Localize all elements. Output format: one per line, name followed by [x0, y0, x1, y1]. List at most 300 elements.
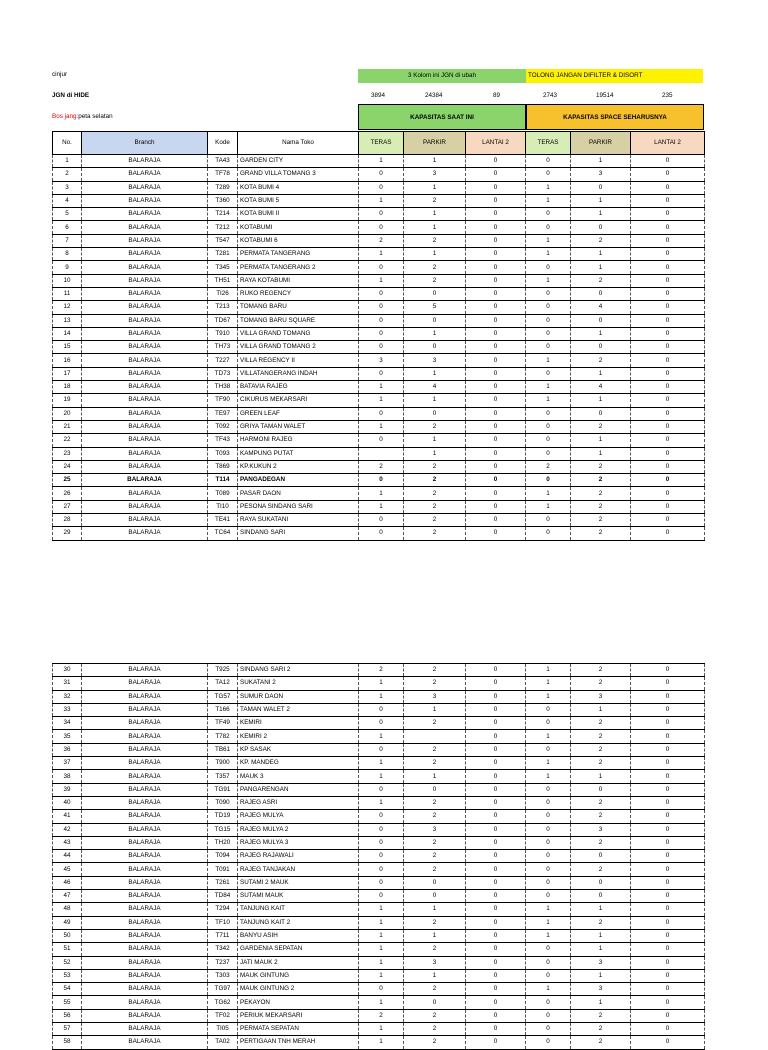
table-row[interactable]	[53, 367, 705, 380]
table-cell[interactable]: 1	[359, 1036, 404, 1049]
table-cell[interactable]: 13	[53, 314, 82, 327]
table-row[interactable]	[53, 474, 705, 487]
table-cell[interactable]: 0	[466, 743, 526, 756]
table-cell[interactable]: 0	[526, 327, 571, 340]
table-cell[interactable]: 41	[53, 810, 82, 823]
table-cell[interactable]: 0	[466, 394, 526, 407]
table-cell[interactable]: TC64	[208, 527, 238, 540]
table-cell[interactable]: 1	[404, 367, 466, 380]
table-cell[interactable]: 4	[53, 194, 82, 207]
table-row[interactable]	[53, 730, 705, 743]
table-cell[interactable]: 1	[359, 956, 404, 969]
table-cell[interactable]: GRAND VILLA TOMANG 3	[238, 168, 359, 181]
table-cell[interactable]: 5	[53, 208, 82, 221]
table-cell[interactable]: 1	[404, 770, 466, 783]
table-cell[interactable]: T357	[208, 770, 238, 783]
table-cell[interactable]: BALARAJA	[82, 381, 208, 394]
table-cell[interactable]: 0	[466, 810, 526, 823]
table-cell[interactable]: 0	[526, 890, 571, 903]
table-row[interactable]	[53, 248, 705, 261]
table-cell[interactable]: 51	[53, 943, 82, 956]
table-cell[interactable]: KOTABUMI	[238, 221, 359, 234]
table-cell[interactable]: TANJUNG KAIT 2	[238, 916, 359, 929]
table-row[interactable]	[53, 956, 705, 969]
table-cell[interactable]	[404, 730, 466, 743]
table-cell[interactable]: 18	[53, 381, 82, 394]
table-cell[interactable]: 22	[53, 434, 82, 447]
table-cell[interactable]: 1	[404, 221, 466, 234]
table-cell[interactable]: 1	[526, 274, 571, 287]
table-row[interactable]	[53, 381, 705, 394]
table-cell[interactable]: TF02	[208, 1009, 238, 1022]
table-row[interactable]	[53, 664, 705, 677]
table-cell[interactable]: 0	[631, 248, 705, 261]
table-cell[interactable]: 2	[404, 677, 466, 690]
table-cell[interactable]: T782	[208, 730, 238, 743]
table-row[interactable]	[53, 929, 705, 942]
table-cell[interactable]: 2	[404, 943, 466, 956]
table-cell[interactable]: 0	[466, 208, 526, 221]
table-cell[interactable]: 2	[404, 757, 466, 770]
table-cell[interactable]: 0	[631, 394, 705, 407]
table-cell[interactable]: BALARAJA	[82, 770, 208, 783]
table-cell[interactable]: 1	[571, 943, 631, 956]
table-cell[interactable]: T214	[208, 208, 238, 221]
table-cell[interactable]: T092	[208, 420, 238, 433]
table-row[interactable]	[53, 420, 705, 433]
table-cell[interactable]: BALARAJA	[82, 690, 208, 703]
table-row[interactable]	[53, 394, 705, 407]
table-cell[interactable]: 0	[359, 301, 404, 314]
table-cell[interactable]: 0	[526, 1036, 571, 1049]
table-cell[interactable]: 0	[466, 677, 526, 690]
table-cell[interactable]: RAJEG TANJAKAN	[238, 863, 359, 876]
table-cell[interactable]: 1	[571, 367, 631, 380]
table-cell[interactable]: BALARAJA	[82, 836, 208, 849]
table-row[interactable]	[53, 527, 705, 540]
table-cell[interactable]: BALARAJA	[82, 341, 208, 354]
table-cell[interactable]: 25	[53, 474, 82, 487]
table-cell[interactable]: 1	[53, 155, 82, 168]
table-cell[interactable]: 2	[404, 1023, 466, 1036]
table-cell[interactable]: BALARAJA	[82, 394, 208, 407]
table-cell[interactable]: VILLA GRAND TOMANG	[238, 327, 359, 340]
table-row[interactable]	[53, 836, 705, 849]
table-cell[interactable]: 1	[404, 327, 466, 340]
table-cell[interactable]: 0	[404, 341, 466, 354]
table-cell[interactable]: 0	[526, 863, 571, 876]
table-cell[interactable]: 1	[359, 677, 404, 690]
table-cell[interactable]: 1	[359, 381, 404, 394]
table-cell[interactable]: TG91	[208, 783, 238, 796]
table-cell[interactable]: 55	[53, 996, 82, 1009]
table-cell[interactable]: 6	[53, 221, 82, 234]
table-cell[interactable]: 0	[571, 181, 631, 194]
table-cell[interactable]: 2	[571, 743, 631, 756]
table-cell[interactable]: 3	[571, 168, 631, 181]
table-cell[interactable]: BALARAJA	[82, 703, 208, 716]
table-cell[interactable]: BALARAJA	[82, 474, 208, 487]
table-cell[interactable]: 0	[466, 1009, 526, 1022]
table-cell[interactable]: BALARAJA	[82, 717, 208, 730]
table-cell[interactable]: 1	[571, 996, 631, 1009]
table-cell[interactable]: 0	[631, 969, 705, 982]
table-cell[interactable]: 1	[526, 929, 571, 942]
table-cell[interactable]: RAYA KOTABUMI	[238, 274, 359, 287]
table-cell[interactable]: MAUK GINTUNG	[238, 969, 359, 982]
table-cell[interactable]: 0	[466, 221, 526, 234]
table-cell[interactable]: 3	[404, 690, 466, 703]
table-cell[interactable]: 1	[359, 996, 404, 1009]
table-cell[interactable]: 23	[53, 447, 82, 460]
table-cell[interactable]: 2	[404, 261, 466, 274]
table-cell[interactable]: 2	[571, 810, 631, 823]
table-cell[interactable]: 0	[526, 783, 571, 796]
table-cell[interactable]: 0	[359, 168, 404, 181]
table-cell[interactable]: 0	[404, 996, 466, 1009]
table-cell[interactable]: 1	[526, 234, 571, 247]
table-cell[interactable]: PERIUK MEKARSARI	[238, 1009, 359, 1022]
table-cell[interactable]: 1	[359, 796, 404, 809]
table-cell[interactable]: 0	[631, 677, 705, 690]
table-cell[interactable]: 0	[466, 514, 526, 527]
table-cell[interactable]: 2	[404, 743, 466, 756]
table-row[interactable]	[53, 783, 705, 796]
table-cell[interactable]: 3	[359, 354, 404, 367]
table-cell[interactable]: 2	[359, 234, 404, 247]
table-cell[interactable]: 1	[571, 703, 631, 716]
table-row[interactable]	[53, 341, 705, 354]
table-cell[interactable]: 1	[404, 208, 466, 221]
table-cell[interactable]: 0	[631, 354, 705, 367]
table-cell[interactable]: BALARAJA	[82, 208, 208, 221]
table-cell[interactable]: RAJEG MULYA 3	[238, 836, 359, 849]
table-cell[interactable]: 49	[53, 916, 82, 929]
table-cell[interactable]: 0	[466, 407, 526, 420]
table-cell[interactable]: KP.KUKUN 2	[238, 460, 359, 473]
table-cell[interactable]: 0	[359, 514, 404, 527]
table-row[interactable]	[53, 460, 705, 473]
table-row[interactable]	[53, 487, 705, 500]
table-cell[interactable]: 39	[53, 783, 82, 796]
table-cell[interactable]: 0	[571, 850, 631, 863]
table-cell[interactable]: VILLA REGENCY II	[238, 354, 359, 367]
table-cell[interactable]: 0	[631, 823, 705, 836]
table-cell[interactable]: BATAVIA RAJEG	[238, 381, 359, 394]
table-cell[interactable]: 0	[359, 703, 404, 716]
table-cell[interactable]: 2	[53, 168, 82, 181]
table-cell[interactable]: 0	[359, 327, 404, 340]
table-cell[interactable]: 1	[526, 757, 571, 770]
table-cell[interactable]: T711	[208, 929, 238, 942]
table-cell[interactable]: 0	[359, 823, 404, 836]
table-cell[interactable]: BALARAJA	[82, 354, 208, 367]
table-cell[interactable]: 0	[359, 717, 404, 730]
table-cell[interactable]: TOMANG BARU	[238, 301, 359, 314]
table-row[interactable]	[53, 301, 705, 314]
table-cell[interactable]: T091	[208, 863, 238, 876]
table-cell[interactable]: 1	[526, 394, 571, 407]
table-cell[interactable]: 0	[466, 1023, 526, 1036]
table-row[interactable]	[53, 1023, 705, 1036]
table-cell[interactable]: BALARAJA	[82, 287, 208, 300]
table-cell[interactable]: RAJEG MULYA	[238, 810, 359, 823]
table-cell[interactable]: 0	[466, 1036, 526, 1049]
table-cell[interactable]: KOTA BUMI 4	[238, 181, 359, 194]
table-cell[interactable]: 0	[526, 341, 571, 354]
table-cell[interactable]: 1	[404, 248, 466, 261]
table-row[interactable]	[53, 717, 705, 730]
table-cell[interactable]: 1	[571, 394, 631, 407]
table-cell[interactable]: TH73	[208, 341, 238, 354]
table-cell[interactable]: 0	[359, 221, 404, 234]
table-cell[interactable]: PEKAYON	[238, 996, 359, 1009]
table-cell[interactable]: 0	[359, 314, 404, 327]
table-row[interactable]	[53, 969, 705, 982]
table-cell[interactable]: 1	[571, 327, 631, 340]
table-cell[interactable]: 4	[571, 381, 631, 394]
table-cell[interactable]: GARDEN CITY	[238, 155, 359, 168]
table-cell[interactable]: 0	[571, 341, 631, 354]
table-cell[interactable]: 2	[404, 796, 466, 809]
table-cell[interactable]: 0	[631, 527, 705, 540]
table-cell[interactable]: TAMAN WALET 2	[238, 703, 359, 716]
table-cell[interactable]: 1	[404, 434, 466, 447]
table-cell[interactable]: 0	[526, 823, 571, 836]
table-cell[interactable]: 0	[631, 943, 705, 956]
table-cell[interactable]: BALARAJA	[82, 929, 208, 942]
table-cell[interactable]: 2	[571, 274, 631, 287]
table-cell[interactable]: 1	[359, 690, 404, 703]
table-cell[interactable]: 1	[526, 983, 571, 996]
table-cell[interactable]: 0	[466, 434, 526, 447]
table-cell[interactable]: SINDANG SARI 2	[238, 664, 359, 677]
table-cell[interactable]: 2	[404, 863, 466, 876]
table-cell[interactable]: 0	[466, 903, 526, 916]
table-cell[interactable]: 15	[53, 341, 82, 354]
table-row[interactable]	[53, 810, 705, 823]
table-cell[interactable]: PANGADEGAN	[238, 474, 359, 487]
table-cell[interactable]: 1	[571, 969, 631, 982]
table-cell[interactable]: BALARAJA	[82, 194, 208, 207]
table-cell[interactable]: 2	[404, 514, 466, 527]
table-cell[interactable]: 52	[53, 956, 82, 969]
table-cell[interactable]: 0	[631, 381, 705, 394]
table-cell[interactable]: 0	[466, 301, 526, 314]
table-cell[interactable]: 0	[359, 367, 404, 380]
table-cell[interactable]: 2	[526, 460, 571, 473]
table-cell[interactable]: 34	[53, 717, 82, 730]
table-cell[interactable]: 0	[466, 996, 526, 1009]
table-cell[interactable]: 2	[571, 1036, 631, 1049]
table-cell[interactable]: BALARAJA	[82, 757, 208, 770]
table-cell[interactable]: 0	[631, 301, 705, 314]
table-cell[interactable]: 2	[571, 354, 631, 367]
table-cell[interactable]: 1	[359, 420, 404, 433]
table-cell[interactable]: 0	[526, 969, 571, 982]
table-cell[interactable]: SUKATANI 2	[238, 677, 359, 690]
table-cell[interactable]: 2	[404, 717, 466, 730]
table-row[interactable]	[53, 168, 705, 181]
table-cell[interactable]: 1	[359, 194, 404, 207]
table-cell[interactable]: 0	[631, 890, 705, 903]
table-cell[interactable]: 56	[53, 1009, 82, 1022]
table-cell[interactable]: 0	[359, 527, 404, 540]
table-cell[interactable]: 0	[466, 327, 526, 340]
table-cell[interactable]: TOMANG BARU SQUARE	[238, 314, 359, 327]
table-cell[interactable]: TA43	[208, 155, 238, 168]
table-cell[interactable]: T093	[208, 447, 238, 460]
table-cell[interactable]: 0	[631, 434, 705, 447]
table-cell[interactable]: 0	[466, 447, 526, 460]
table-cell[interactable]: 1	[359, 274, 404, 287]
table-cell[interactable]: T166	[208, 703, 238, 716]
table-cell[interactable]: 0	[359, 863, 404, 876]
table-cell[interactable]: BALARAJA	[82, 221, 208, 234]
table-cell[interactable]: 0	[466, 690, 526, 703]
table-cell[interactable]: 0	[526, 474, 571, 487]
table-cell[interactable]: TH51	[208, 274, 238, 287]
table-cell[interactable]: 2	[404, 487, 466, 500]
table-cell[interactable]: 0	[466, 168, 526, 181]
table-cell[interactable]: KEMIRI	[238, 717, 359, 730]
table-cell[interactable]: TG15	[208, 823, 238, 836]
table-cell[interactable]: BALARAJA	[82, 155, 208, 168]
table-cell[interactable]: SUTAMI 2 MAUK	[238, 876, 359, 889]
table-cell[interactable]: 0	[359, 287, 404, 300]
table-cell[interactable]: 0	[466, 730, 526, 743]
table-cell[interactable]: 1	[526, 903, 571, 916]
table-cell[interactable]: 0	[571, 876, 631, 889]
table-cell[interactable]: 10	[53, 274, 82, 287]
table-row[interactable]	[53, 194, 705, 207]
table-cell[interactable]: 0	[631, 850, 705, 863]
table-cell[interactable]: 1	[359, 487, 404, 500]
table-cell[interactable]: 11	[53, 287, 82, 300]
table-cell[interactable]: KOTA BUMI II	[238, 208, 359, 221]
table-cell[interactable]: 2	[404, 500, 466, 513]
table-cell[interactable]: 26	[53, 487, 82, 500]
table-cell[interactable]: 1	[404, 447, 466, 460]
table-cell[interactable]: 0	[631, 983, 705, 996]
table-cell[interactable]: 0	[466, 876, 526, 889]
table-row[interactable]	[53, 757, 705, 770]
table-cell[interactable]: BALARAJA	[82, 796, 208, 809]
table-cell[interactable]: 1	[526, 248, 571, 261]
table-cell[interactable]: 1	[526, 500, 571, 513]
table-cell[interactable]: T294	[208, 903, 238, 916]
table-cell[interactable]: RAJEG RAJAWALI	[238, 850, 359, 863]
table-cell[interactable]: 2	[404, 836, 466, 849]
table-cell[interactable]: GRIYA TAMAN WALET	[238, 420, 359, 433]
table-cell[interactable]: 2	[404, 274, 466, 287]
table-cell[interactable]: BALARAJA	[82, 743, 208, 756]
table-cell[interactable]: CIKURUS MEKARSARI	[238, 394, 359, 407]
table-cell[interactable]: 1	[571, 929, 631, 942]
table-cell[interactable]: 0	[526, 996, 571, 1009]
table-cell[interactable]: SUMUR DAON	[238, 690, 359, 703]
table-cell[interactable]: 2	[404, 850, 466, 863]
table-cell[interactable]: 17	[53, 367, 82, 380]
table-cell[interactable]: TF90	[208, 394, 238, 407]
table-cell[interactable]: 0	[631, 876, 705, 889]
table-cell[interactable]: 29	[53, 527, 82, 540]
table-cell[interactable]: 0	[359, 341, 404, 354]
table-cell[interactable]: 2	[571, 420, 631, 433]
table-cell[interactable]: 0	[571, 314, 631, 327]
table-cell[interactable]: 1	[359, 155, 404, 168]
table-cell[interactable]: 0	[359, 850, 404, 863]
table-cell[interactable]: 1	[404, 929, 466, 942]
table-cell[interactable]: 2	[359, 460, 404, 473]
table-cell[interactable]: 0	[631, 314, 705, 327]
table-cell[interactable]: PASAR DAON	[238, 487, 359, 500]
table-row[interactable]	[53, 690, 705, 703]
table-cell[interactable]: BALARAJA	[82, 181, 208, 194]
table-cell[interactable]: BALARAJA	[82, 314, 208, 327]
table-cell[interactable]: 0	[466, 664, 526, 677]
table-cell[interactable]: 1	[526, 690, 571, 703]
table-cell[interactable]: TE97	[208, 407, 238, 420]
table-cell[interactable]: 2	[404, 474, 466, 487]
table-cell[interactable]: BALARAJA	[82, 274, 208, 287]
table-cell[interactable]: 2	[359, 664, 404, 677]
table-cell[interactable]: TF10	[208, 916, 238, 929]
table-cell[interactable]: 9	[53, 261, 82, 274]
table-cell[interactable]: T281	[208, 248, 238, 261]
table-cell[interactable]: 0	[526, 956, 571, 969]
table-cell[interactable]: BALARAJA	[82, 261, 208, 274]
table-cell[interactable]: JATI MAUK 2	[238, 956, 359, 969]
table-cell[interactable]: 0	[631, 863, 705, 876]
table-cell[interactable]: 0	[631, 810, 705, 823]
table-row[interactable]	[53, 234, 705, 247]
table-cell[interactable]: PESONA SINDANG SARI	[238, 500, 359, 513]
table-cell[interactable]: 53	[53, 969, 82, 982]
table-cell[interactable]: 0	[526, 1009, 571, 1022]
table-cell[interactable]: 0	[631, 770, 705, 783]
table-cell[interactable]: 0	[631, 367, 705, 380]
table-cell[interactable]: 0	[631, 757, 705, 770]
table-cell[interactable]: TG57	[208, 690, 238, 703]
table-cell[interactable]: 0	[466, 274, 526, 287]
table-cell[interactable]: 8	[53, 248, 82, 261]
table-cell[interactable]: T360	[208, 194, 238, 207]
table-cell[interactable]: T227	[208, 354, 238, 367]
table-cell[interactable]: 0	[631, 420, 705, 433]
table-cell[interactable]: 46	[53, 876, 82, 889]
table-cell[interactable]: 2	[359, 1009, 404, 1022]
table-cell[interactable]: 0	[526, 717, 571, 730]
table-row[interactable]	[53, 823, 705, 836]
table-cell[interactable]: 1	[359, 929, 404, 942]
table-cell[interactable]: 0	[359, 876, 404, 889]
table-cell[interactable]: 0	[466, 836, 526, 849]
table-cell[interactable]: KAMPUNG PUTAT	[238, 447, 359, 460]
table-cell[interactable]: T900	[208, 757, 238, 770]
table-row[interactable]	[53, 407, 705, 420]
table-cell[interactable]: 0	[631, 474, 705, 487]
table-cell[interactable]: 2	[404, 1036, 466, 1049]
table-cell[interactable]: 31	[53, 677, 82, 690]
table-cell[interactable]: 0	[359, 434, 404, 447]
table-cell[interactable]: 0	[631, 168, 705, 181]
table-row[interactable]	[53, 274, 705, 287]
table-cell[interactable]: 1	[359, 770, 404, 783]
table-cell[interactable]: PERMATA TANGERANG	[238, 248, 359, 261]
table-cell[interactable]: BALARAJA	[82, 890, 208, 903]
table-cell[interactable]: 0	[526, 850, 571, 863]
